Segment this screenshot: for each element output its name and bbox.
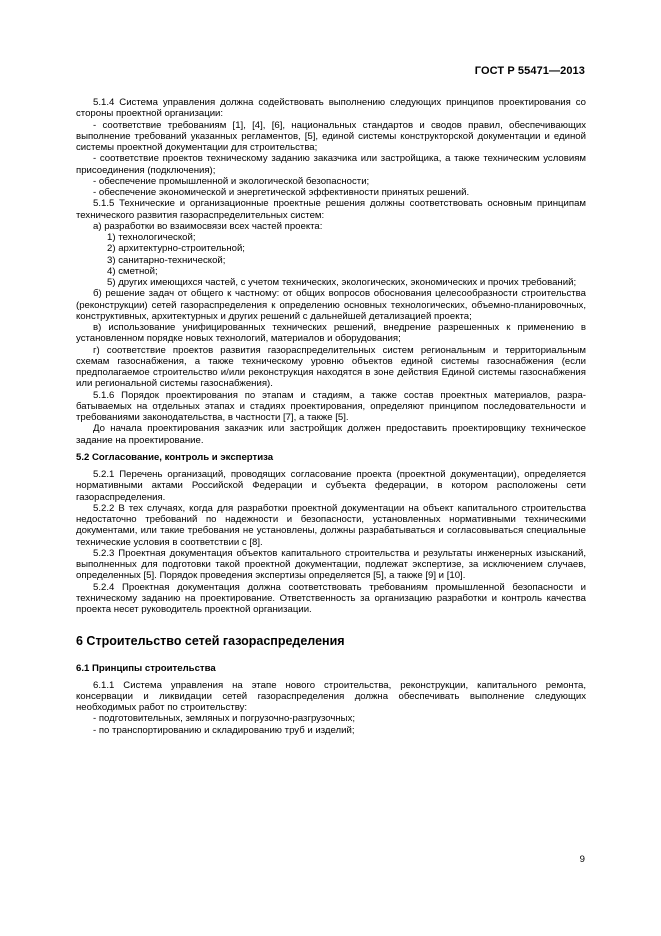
paragraph: До начала проектирования заказчик или застройщик должен предоставить проектировщику техническое задание на проектирование. [76,423,586,446]
document-body [76,97,586,736]
subsection-heading: 5.2 Согласование, контроль и экспертиза [76,451,274,463]
list-item: 5) других имеющихся частей, с учетом технических, экологических, экономических и прочих требований; [107,277,577,288]
paragraph: 5.1.5 Технические и организационные проектные решения должны соответствовать основным принципам технического развития газораспределительных систем: [76,198,586,221]
paragraph: 5.1.6 Порядок проектирования по этапам и стадиям, а также состав проектных материалов, разрабатываемых на отдельных этапах и стадиях проектирования, определяют принципом последовательности и требованиями законодательства, в частности [7], а также [5]. [76,389,586,423]
paragraph: - по транспортированию и складированию труб и изделий; [93,724,355,736]
paragraph: 5.2.2 В тех случаях, когда для разработки проектной документации на объект капитального строительства недостаточно требований по надежности и безопасности, установленных нормативными техническими документами, или такие требования не установлены, должны разрабатываться и согласовываться специальные технические условия в соответствии с [8]. [76,502,586,548]
subsection-heading: 6.1 Принципы строительства [76,663,216,675]
paragraph: 5.2.1 Перечень организаций, проводящих согласование проекта (проектной документации), определяется нормативными актами Российской Федерации и субъекта федерации, в котором расположены сети газораспределения. [76,469,586,503]
paragraph: - обеспечение экономической и энергетической эффективности принятых решений. [93,187,470,198]
paragraph: 6.1.1 Система управления на этапе нового строительства, реконструкции, капитального ремонта, консервации и ликвидации сетей газораспределения должна обеспечивать выполнение следующих необходимых работ по строительству: [76,679,586,713]
paragraph: 5.2.4 Проектная документация должна соответствовать требованиям промышленной безопасности и техническому заданию на проектирование. Ответственность за организацию разработки и контроль качества проекта несет руководитель проектной организации. [76,581,586,615]
paragraph: г) соответствие проектов развития газораспределительных систем региональным и территориальным схемам газоснабжения, а также техническому уровню объектов единой системы газоснабжения (если предполагаемое строительство и/или реконструкция находятся в зоне действия Единой системы газоснабжения или региональной системы газоснабжения). [76,344,586,390]
paragraph: - обеспечение промышленной и экологической безопасности; [93,175,370,187]
list-item: 4) сметной; [107,265,158,277]
paragraph: 5.2.3 Проектная документация объектов капитального строительства и результаты инженерных изысканий, выполненных для подготовки такой проектной документации, подлежат экспертизе, за исключением случаев, определенных [5]. Порядок проведения экспертизы определяется [5], а также [9] и [10]. [76,547,586,582]
paragraph: в) использование унифицированных технических решений, внедрение разрешенных к применению в установленном порядке новых технологий, материалов и оборудования; [76,322,586,345]
paragraph: - подготовительных, земляных и погрузочно-разгрузочных; [93,713,356,725]
list-item: а) разработки во взаимосвязи всех частей проекта: [93,220,323,232]
document-header: ГОСТ Р 55471—2013 [474,65,585,77]
list-item: 1) технологической; [107,232,196,243]
list-item: 3) санитарно-технической; [107,254,226,266]
section-heading: 6 Строительство сетей газораспределения [76,634,345,649]
list-item: 2) архитектурно-строительной; [107,243,245,255]
page-number: 9 [579,854,585,865]
paragraph: 5.1.4 Система управления должна содействовать выполнению следующих принципов проектирования со стороны проектной организации: [76,97,586,120]
paragraph: - соответствие проектов техническому заданию заказчика или застройщика, а также техническим условиям присоединения (подключения); [76,153,586,176]
paragraph: - соответствие требованиям [1], [4], [6], национальных стандартов и сводов правил, обеспечивающих выполнение требований указанных регламентов, [5], единой системы конструкторской документации и единой системы проектной документации для строительства; [76,119,586,153]
paragraph: б) решение задач от общего к частному: от общих вопросов обоснования целесообразности строительства (реконструкции) сетей газораспределения к определению основных технологических, объемно-планировочных, конструктивных, архитектурных и других решений с дальнейшей детализацией проекта; [76,288,586,322]
